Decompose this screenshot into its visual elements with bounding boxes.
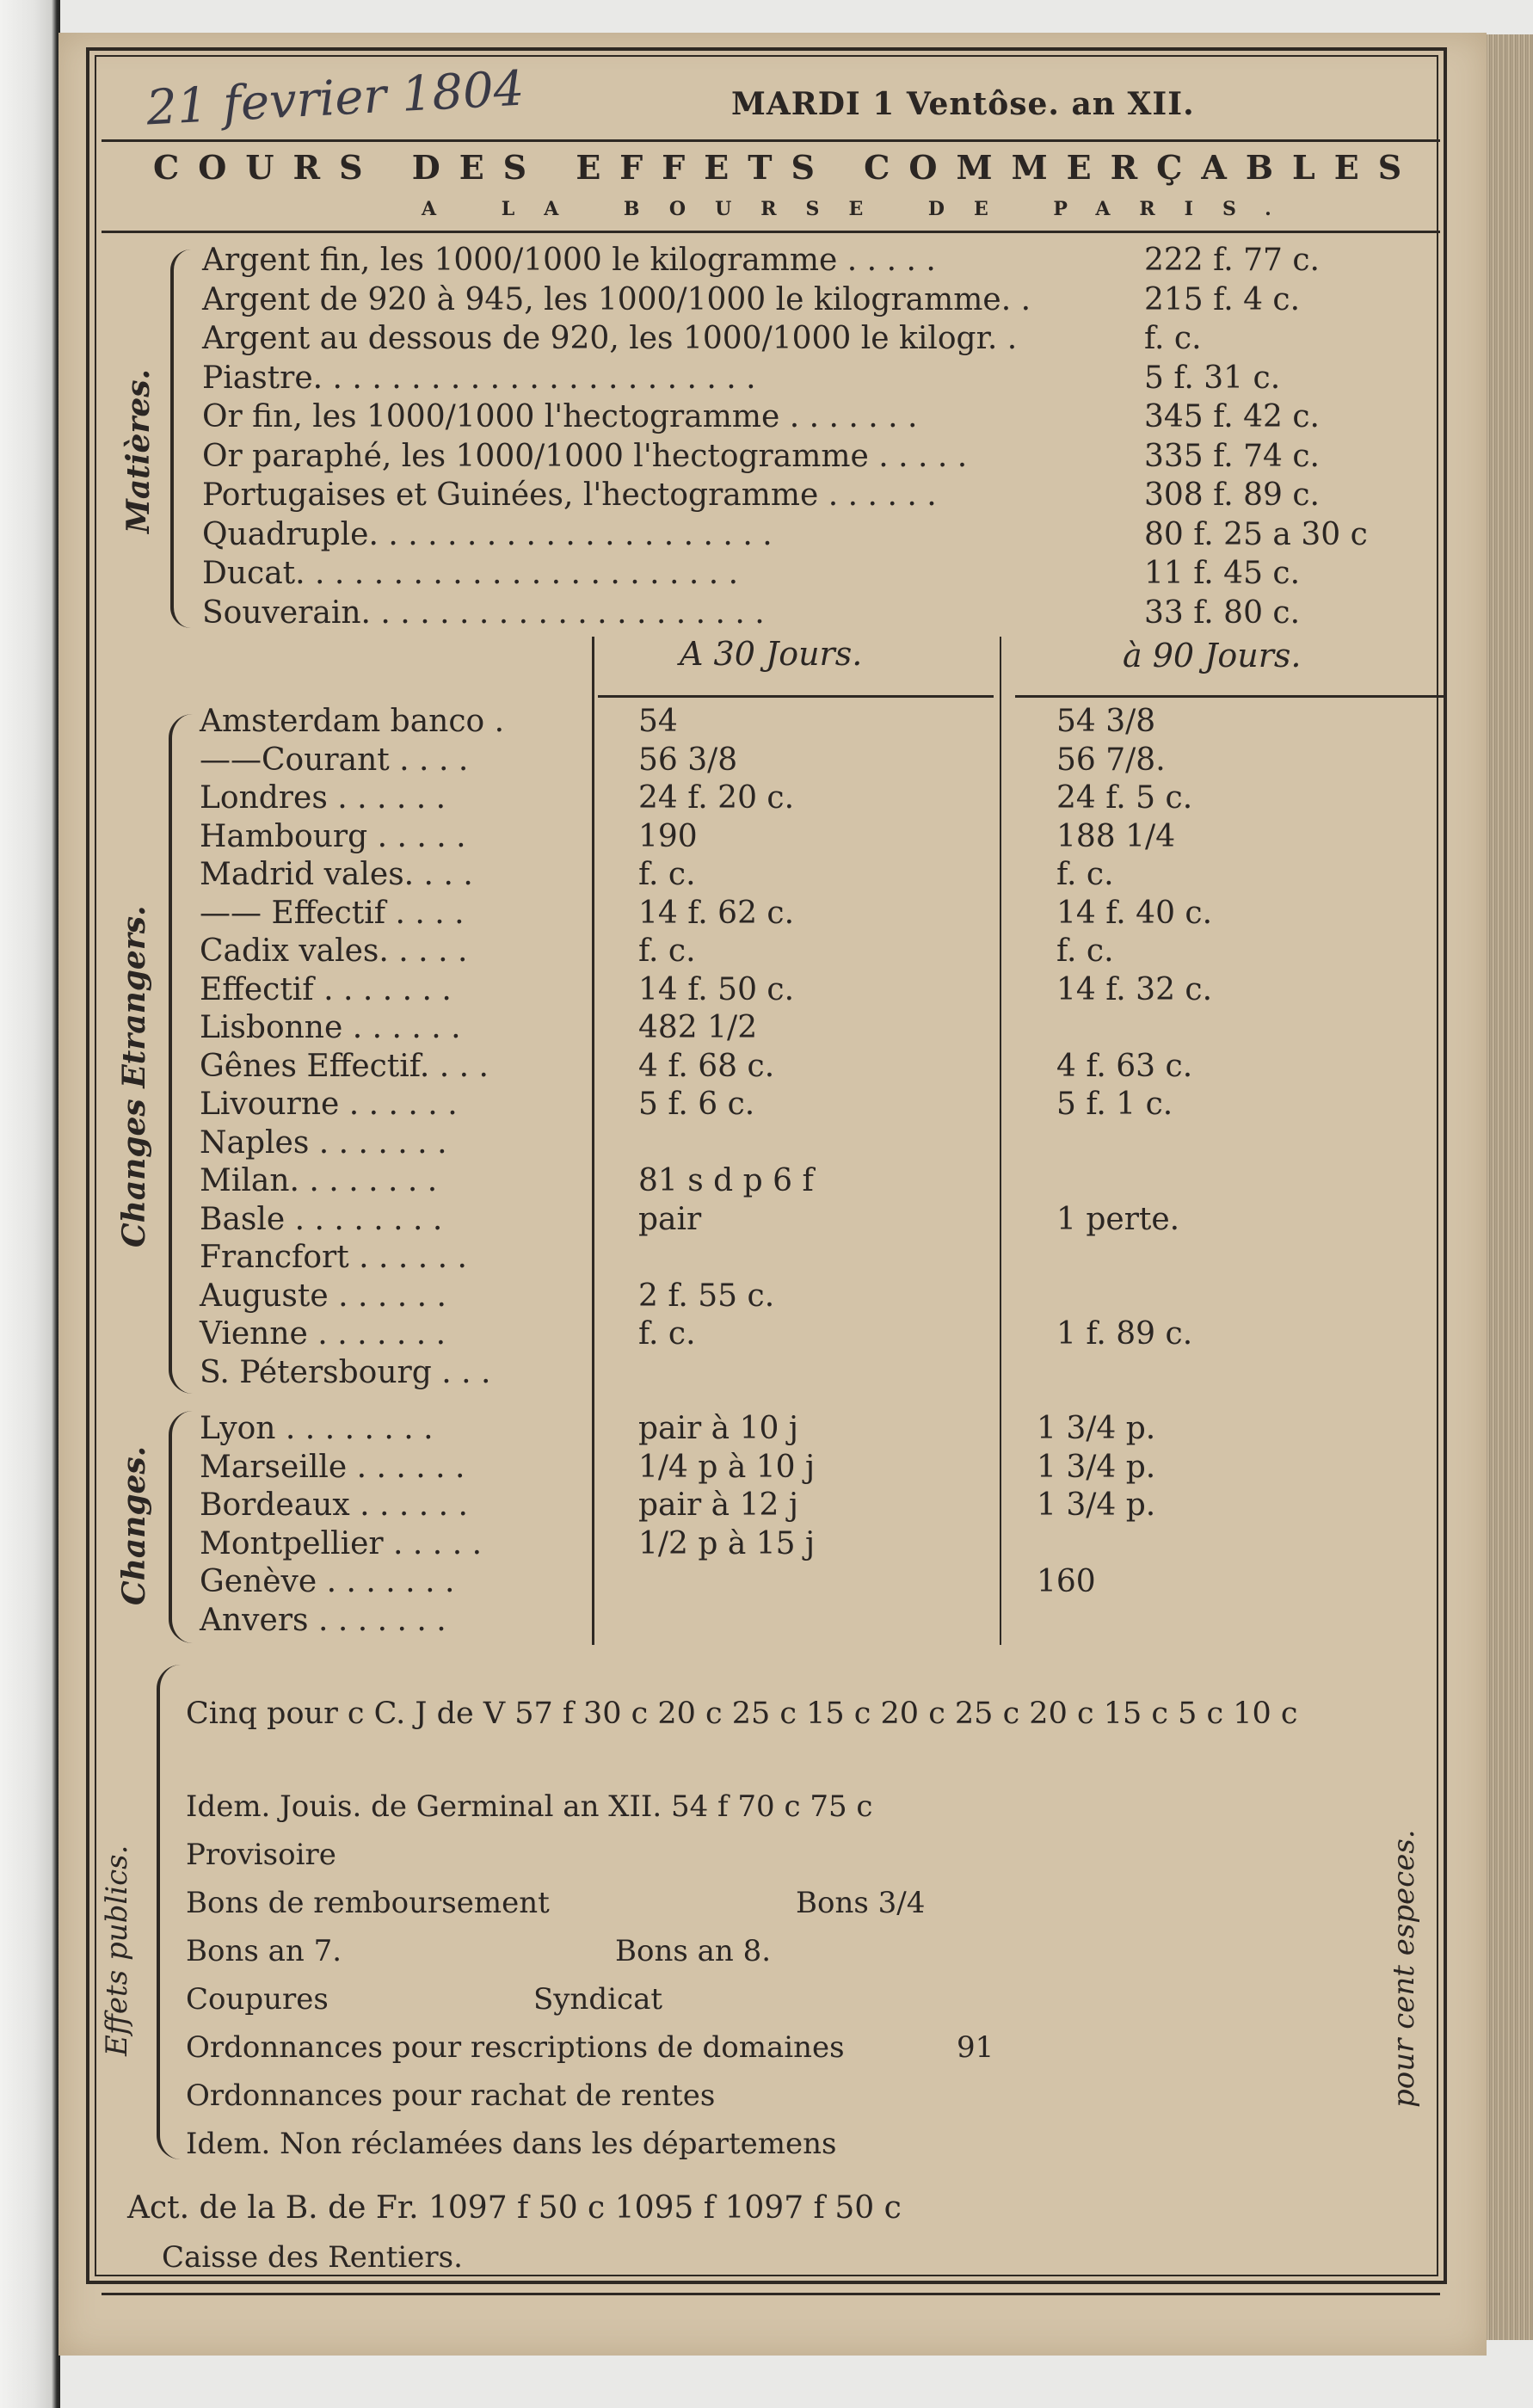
change-place: Auguste . . . . . . [200, 1278, 446, 1314]
change-90-jours: 14 f. 40 c. [1056, 895, 1213, 931]
change-place: Naples . . . . . . . [200, 1124, 447, 1161]
col-30-rule [598, 695, 994, 698]
effets-line: Provisoire [186, 1838, 336, 1872]
change-30-jours: pair à 12 j [638, 1487, 798, 1523]
effets-line-extra: 91 [957, 2030, 994, 2065]
matieres-item-value: 308 f. 89 c. [1144, 477, 1320, 513]
table-left-rule [592, 637, 594, 1645]
etrangers-brace [169, 714, 193, 1394]
change-90-jours: f. c. [1056, 857, 1114, 892]
footer-caisse: Caisse des Rentiers. [162, 2240, 463, 2275]
change-30-jours: 482 1/2 [638, 1010, 758, 1045]
header-rule [102, 139, 1440, 142]
col-30-jours: A 30 Jours. [680, 635, 863, 673]
change-30-jours: 1/2 p à 15 j [638, 1525, 816, 1561]
table-mid-rule [1000, 637, 1001, 1645]
change-place: —— Effectif . . . . [200, 895, 465, 931]
effets-line: Ordonnances pour rescriptions de domaines [186, 2030, 845, 2065]
change-90-jours: 54 3/8 [1056, 704, 1156, 739]
change-30-jours: pair [638, 1201, 702, 1237]
matieres-item-name: Quadruple. . . . . . . . . . . . . . . . . . . . . [202, 516, 773, 552]
change-30-jours: 4 f. 68 c. [638, 1048, 775, 1084]
matieres-item-name: Ducat. . . . . . . . . . . . . . . . . . . . . . . [202, 556, 739, 591]
effets-line-extra: Syndicat [533, 1982, 663, 2017]
effets-line: Idem. Jouis. de Germinal an XII. 54 f 70 c 75 c [186, 1789, 873, 1824]
change-90-jours: 4 f. 63 c. [1056, 1048, 1193, 1084]
change-30-jours: 14 f. 50 c. [638, 971, 795, 1007]
change-place: Madrid vales. . . . [200, 857, 473, 892]
etrangers-label: Changes Etrangers. [116, 905, 152, 1247]
change-30-jours: pair à 10 j [638, 1411, 798, 1446]
interieurs-brace [169, 1411, 193, 1643]
change-place: Effectif . . . . . . . [200, 971, 452, 1007]
matieres-brace [170, 249, 191, 628]
footer-act: Act. de la B. de Fr. 1097 f 50 c 1095 f 1097 f 50 c [127, 2190, 902, 2226]
change-30-jours: 14 f. 62 c. [638, 895, 795, 931]
effets-line: Ordonnances pour rachat de rentes [186, 2079, 716, 2113]
change-place: Bordeaux . . . . . . [200, 1487, 468, 1523]
matieres-item-value: 335 f. 74 c. [1144, 438, 1320, 474]
book-spine [0, 0, 60, 2408]
change-90-jours: 56 7/8. [1056, 742, 1166, 778]
change-90-jours: 1 perte. [1056, 1201, 1180, 1237]
change-place: Lisbonne . . . . . . [200, 1010, 461, 1045]
handwritten-date: 21 fevrier 1804 [145, 60, 526, 137]
matieres-item-value: 33 f. 80 c. [1144, 594, 1301, 631]
change-90-jours: 1 3/4 p. [1037, 1411, 1156, 1446]
change-place: Montpellier . . . . . [200, 1525, 483, 1561]
change-90-jours: 1 f. 89 c. [1056, 1316, 1193, 1352]
change-place: Marseille . . . . . . [200, 1449, 465, 1485]
change-30-jours: 54 [638, 704, 678, 739]
change-30-jours: f. c. [638, 1316, 696, 1352]
change-place: S. Pétersbourg . . . [200, 1354, 491, 1390]
matieres-item-value: 11 f. 45 c. [1144, 556, 1301, 591]
change-90-jours: f. c. [1056, 933, 1114, 969]
matieres-item-name: Portugaises et Guinées, l'hectogramme . . . . . . [202, 477, 937, 513]
issue-date: MARDI 1 Ventôse. an XII. [731, 86, 1195, 122]
change-30-jours: f. c. [638, 933, 696, 969]
footer-rule [102, 2293, 1440, 2295]
matieres-item-name: Or fin, les 1000/1000 l'hectogramme . . . . . . . [202, 399, 918, 434]
matieres-item-value: 345 f. 42 c. [1144, 399, 1320, 434]
change-place: Basle . . . . . . . . [200, 1201, 443, 1237]
change-place: ——Courant . . . . [200, 742, 469, 778]
change-place: Milan. . . . . . . . [200, 1163, 438, 1198]
matieres-item-name: Argent fin, les 1000/1000 le kilogramme . . . . . [202, 243, 936, 278]
change-30-jours: 81 s d p 6 f [638, 1163, 814, 1198]
change-90-jours: 1 3/4 p. [1037, 1487, 1156, 1523]
matieres-label: Matières. [120, 368, 157, 533]
effets-brace [157, 1665, 181, 2159]
matieres-item-value: 222 f. 77 c. [1144, 243, 1320, 278]
effets-line-extra: Bons an 8. [615, 1934, 772, 1968]
change-place: Londres . . . . . . [200, 780, 446, 816]
effets-line: Cinq pour c C. J de V 57 f 30 c 20 c 25 c 15 c 20 c 25 c 20 c 15 c 5 c 10 c [186, 1697, 1298, 1731]
page-title: COURS DES EFFETS COMMERÇABLES [153, 148, 1421, 187]
matieres-item-name: Or paraphé, les 1000/1000 l'hectogramme . . . . . [202, 438, 968, 474]
change-30-jours: 1/4 p à 10 j [638, 1449, 816, 1485]
change-30-jours: f. c. [638, 857, 696, 892]
effets-line: Coupures [186, 1982, 329, 2017]
pour-cent-especes-note: pour cent especes. [1387, 1829, 1421, 2108]
change-place: Vienne . . . . . . . [200, 1316, 446, 1352]
change-place: Anvers . . . . . . . [200, 1602, 446, 1638]
effets-line: Bons an 7. [186, 1934, 342, 1968]
change-place: Cadix vales. . . . . [200, 933, 468, 969]
change-90-jours: 1 3/4 p. [1037, 1449, 1156, 1485]
change-place: Gênes Effectif. . . . [200, 1048, 489, 1084]
change-place: Francfort . . . . . . [200, 1240, 467, 1275]
matieres-item-value: 80 f. 25 a 30 c [1144, 516, 1368, 552]
change-30-jours: 2 f. 55 c. [638, 1278, 775, 1314]
col-90-jours: à 90 Jours. [1123, 637, 1302, 674]
matieres-item-value: 5 f. 31 c. [1144, 360, 1281, 396]
matieres-item-name: Piastre. . . . . . . . . . . . . . . . . . . . . . . [202, 360, 756, 396]
effets-line-extra: Bons 3/4 [796, 1886, 926, 1920]
change-90-jours: 160 [1037, 1564, 1096, 1599]
matieres-item-name: Souverain. . . . . . . . . . . . . . . . . . . . . [202, 594, 765, 631]
change-90-jours: 5 f. 1 c. [1056, 1087, 1173, 1122]
matieres-item-value: f. c. [1144, 321, 1202, 356]
change-90-jours: 188 1/4 [1056, 818, 1176, 854]
page-subtitle: A LA BOURSE DE PARIS. [422, 198, 1301, 220]
matieres-item-name: Argent de 920 à 945, les 1000/1000 le kilogramme. . [202, 281, 1031, 317]
change-30-jours: 24 f. 20 c. [638, 780, 795, 816]
change-30-jours: 190 [638, 818, 698, 854]
change-30-jours: 56 3/8 [638, 742, 738, 778]
interieurs-label: Changes. [116, 1445, 152, 1605]
change-place: Hambourg . . . . . [200, 818, 466, 854]
change-90-jours: 14 f. 32 c. [1056, 971, 1213, 1007]
title-rule [102, 231, 1440, 233]
change-30-jours: 5 f. 6 c. [638, 1087, 755, 1122]
change-90-jours: 24 f. 5 c. [1056, 780, 1193, 816]
change-place: Livourne . . . . . . [200, 1087, 458, 1122]
effets-line: Idem. Non réclamées dans les départemens [186, 2127, 837, 2161]
col-90-rule [1015, 695, 1445, 698]
change-place: Lyon . . . . . . . . [200, 1411, 434, 1446]
effets-line: Bons de remboursement [186, 1886, 550, 1920]
matieres-item-value: 215 f. 4 c. [1144, 281, 1301, 317]
change-place: Amsterdam banco . [200, 704, 505, 739]
page-edges [1480, 34, 1533, 2340]
change-place: Genève . . . . . . . [200, 1564, 455, 1599]
effets-publics-label: Effets publics. [100, 1844, 134, 2056]
matieres-item-name: Argent au dessous de 920, les 1000/1000 le kilogr. . [202, 321, 1018, 356]
